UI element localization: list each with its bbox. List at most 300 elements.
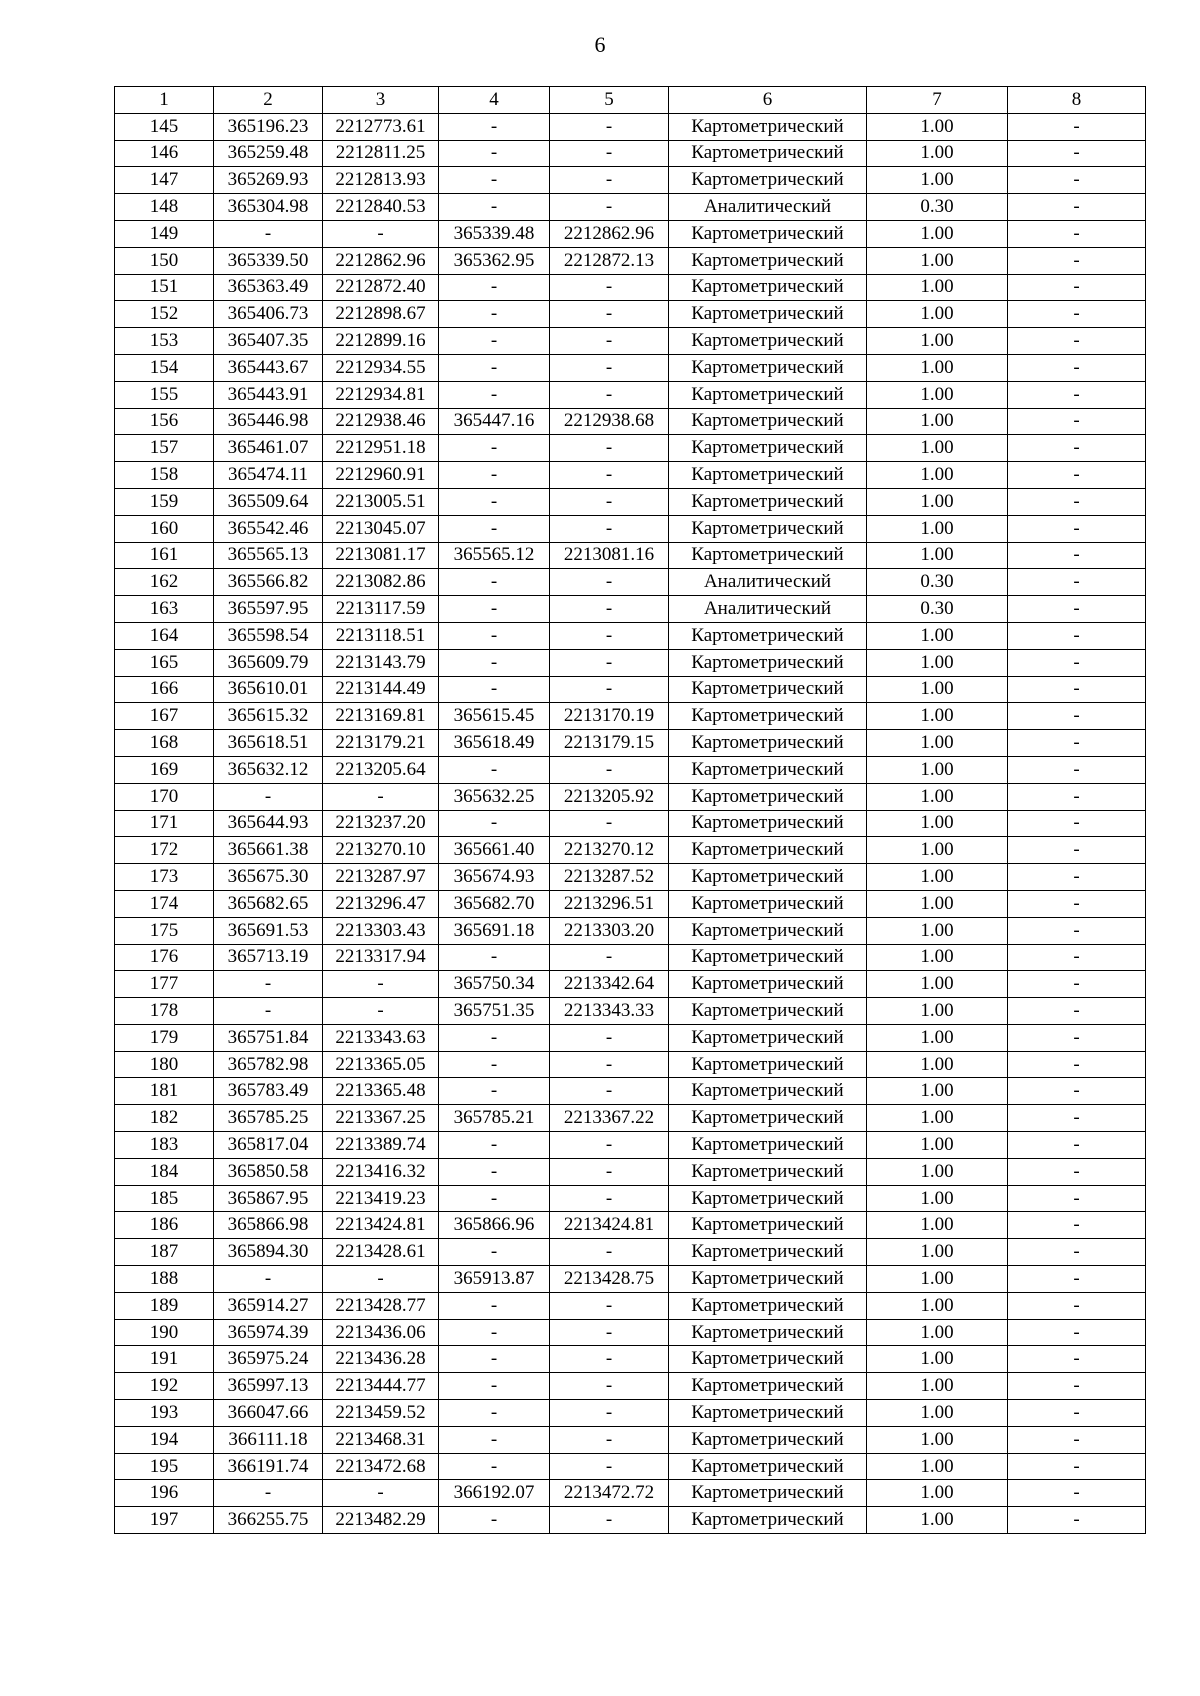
cell-point-number: 196 <box>115 1480 214 1507</box>
cell-method: Картометрический <box>669 649 867 676</box>
cell-method: Картометрический <box>669 1480 867 1507</box>
cell-x-coordinate: 365782.98 <box>214 1051 323 1078</box>
cell-accuracy: 1.00 <box>867 649 1008 676</box>
cell-method: Картометрический <box>669 1453 867 1480</box>
cell-note: - <box>1008 1212 1146 1239</box>
cell-method: Картометрический <box>669 1212 867 1239</box>
cell-method: Картометрический <box>669 381 867 408</box>
cell-y-coordinate-new: - <box>550 1292 669 1319</box>
cell-y-coordinate: 2213169.81 <box>323 703 439 730</box>
column-header: 8 <box>1008 87 1146 114</box>
cell-note: - <box>1008 381 1146 408</box>
cell-point-number: 156 <box>115 408 214 435</box>
cell-method: Картометрический <box>669 1239 867 1266</box>
cell-accuracy: 1.00 <box>867 408 1008 435</box>
cell-y-coordinate: 2212862.96 <box>323 247 439 274</box>
cell-accuracy: 1.00 <box>867 810 1008 837</box>
cell-point-number: 162 <box>115 569 214 596</box>
cell-method: Картометрический <box>669 944 867 971</box>
cell-x-coordinate-new: - <box>439 622 550 649</box>
cell-y-coordinate: 2212872.40 <box>323 274 439 301</box>
cell-method: Аналитический <box>669 194 867 221</box>
cell-x-coordinate-new: - <box>439 194 550 221</box>
cell-y-coordinate-new: - <box>550 649 669 676</box>
cell-note: - <box>1008 1266 1146 1293</box>
cell-point-number: 166 <box>115 676 214 703</box>
table-row <box>115 301 1146 328</box>
cell-accuracy: 1.00 <box>867 1346 1008 1373</box>
cell-y-coordinate-new: - <box>550 569 669 596</box>
table-row <box>115 515 1146 542</box>
cell-x-coordinate-new: 365362.95 <box>439 247 550 274</box>
table-row <box>115 408 1146 435</box>
cell-accuracy: 1.00 <box>867 328 1008 355</box>
cell-note: - <box>1008 542 1146 569</box>
column-header: 5 <box>550 87 669 114</box>
cell-method: Картометрический <box>669 435 867 462</box>
cell-y-coordinate: 2213237.20 <box>323 810 439 837</box>
cell-x-coordinate-new: 365682.70 <box>439 890 550 917</box>
cell-x-coordinate-new: - <box>439 1400 550 1427</box>
cell-x-coordinate-new: - <box>439 1158 550 1185</box>
cell-note: - <box>1008 1239 1146 1266</box>
cell-x-coordinate: 365974.39 <box>214 1319 323 1346</box>
cell-y-coordinate-new: - <box>550 435 669 462</box>
cell-y-coordinate: 2213389.74 <box>323 1132 439 1159</box>
column-header: 2 <box>214 87 323 114</box>
cell-x-coordinate-new: - <box>439 1132 550 1159</box>
cell-x-coordinate: 365866.98 <box>214 1212 323 1239</box>
cell-method: Картометрический <box>669 917 867 944</box>
cell-x-coordinate-new: - <box>439 1426 550 1453</box>
cell-x-coordinate: 366255.75 <box>214 1507 323 1534</box>
cell-accuracy: 1.00 <box>867 998 1008 1025</box>
cell-y-coordinate-new: - <box>550 1319 669 1346</box>
table-row <box>115 1400 1146 1427</box>
cell-note: - <box>1008 1024 1146 1051</box>
table-row <box>115 488 1146 515</box>
cell-y-coordinate-new: 2213287.52 <box>550 864 669 891</box>
cell-x-coordinate: - <box>214 998 323 1025</box>
cell-y-coordinate-new: - <box>550 1078 669 1105</box>
cell-accuracy: 1.00 <box>867 515 1008 542</box>
cell-y-coordinate: - <box>323 220 439 247</box>
cell-y-coordinate: 2213118.51 <box>323 622 439 649</box>
table-row <box>115 1319 1146 1346</box>
cell-accuracy: 1.00 <box>867 1453 1008 1480</box>
cell-x-coordinate-new: 365674.93 <box>439 864 550 891</box>
cell-method: Картометрический <box>669 515 867 542</box>
table-row <box>115 1507 1146 1534</box>
cell-note: - <box>1008 140 1146 167</box>
cell-y-coordinate-new: 2213081.16 <box>550 542 669 569</box>
table-row <box>115 274 1146 301</box>
cell-accuracy: 1.00 <box>867 113 1008 140</box>
cell-point-number: 157 <box>115 435 214 462</box>
table-row <box>115 328 1146 355</box>
cell-x-coordinate-new: - <box>439 756 550 783</box>
cell-x-coordinate-new: 365565.12 <box>439 542 550 569</box>
cell-note: - <box>1008 1078 1146 1105</box>
cell-y-coordinate-new: - <box>550 622 669 649</box>
cell-point-number: 171 <box>115 810 214 837</box>
cell-point-number: 185 <box>115 1185 214 1212</box>
cell-note: - <box>1008 622 1146 649</box>
cell-method: Картометрический <box>669 837 867 864</box>
table-row <box>115 971 1146 998</box>
cell-point-number: 154 <box>115 354 214 381</box>
cell-method: Картометрический <box>669 1373 867 1400</box>
cell-x-coordinate-new: 366192.07 <box>439 1480 550 1507</box>
cell-y-coordinate-new: - <box>550 140 669 167</box>
cell-y-coordinate-new: - <box>550 810 669 837</box>
cell-y-coordinate: - <box>323 998 439 1025</box>
cell-method: Картометрический <box>669 220 867 247</box>
cell-point-number: 147 <box>115 167 214 194</box>
cell-method: Картометрический <box>669 890 867 917</box>
cell-x-coordinate-new: - <box>439 274 550 301</box>
cell-method: Картометрический <box>669 971 867 998</box>
cell-x-coordinate-new: - <box>439 167 550 194</box>
cell-x-coordinate-new: - <box>439 596 550 623</box>
cell-accuracy: 1.00 <box>867 756 1008 783</box>
cell-y-coordinate-new: 2213343.33 <box>550 998 669 1025</box>
cell-x-coordinate: - <box>214 783 323 810</box>
cell-note: - <box>1008 1507 1146 1534</box>
cell-accuracy: 1.00 <box>867 354 1008 381</box>
cell-method: Картометрический <box>669 328 867 355</box>
cell-y-coordinate: 2213270.10 <box>323 837 439 864</box>
cell-y-coordinate: 2213343.63 <box>323 1024 439 1051</box>
cell-method: Картометрический <box>669 864 867 891</box>
table-row <box>115 1292 1146 1319</box>
cell-method: Картометрический <box>669 462 867 489</box>
cell-method: Картометрический <box>669 488 867 515</box>
cell-x-coordinate: 365615.32 <box>214 703 323 730</box>
cell-x-coordinate-new: 365750.34 <box>439 971 550 998</box>
cell-accuracy: 1.00 <box>867 1132 1008 1159</box>
cell-y-coordinate-new: - <box>550 1400 669 1427</box>
table-row <box>115 381 1146 408</box>
cell-note: - <box>1008 1400 1146 1427</box>
cell-note: - <box>1008 890 1146 917</box>
cell-x-coordinate-new: 365785.21 <box>439 1105 550 1132</box>
column-header: 4 <box>439 87 550 114</box>
cell-y-coordinate-new: - <box>550 1373 669 1400</box>
cell-point-number: 163 <box>115 596 214 623</box>
cell-accuracy: 1.00 <box>867 1024 1008 1051</box>
cell-accuracy: 0.30 <box>867 596 1008 623</box>
cell-accuracy: 1.00 <box>867 890 1008 917</box>
cell-y-coordinate: 2213205.64 <box>323 756 439 783</box>
cell-x-coordinate-new: - <box>439 1373 550 1400</box>
cell-accuracy: 1.00 <box>867 1507 1008 1534</box>
cell-y-coordinate: - <box>323 783 439 810</box>
table-row <box>115 113 1146 140</box>
table-row <box>115 1239 1146 1266</box>
cell-accuracy: 1.00 <box>867 301 1008 328</box>
cell-method: Аналитический <box>669 596 867 623</box>
cell-x-coordinate: 365598.54 <box>214 622 323 649</box>
cell-point-number: 186 <box>115 1212 214 1239</box>
cell-x-coordinate: 365565.13 <box>214 542 323 569</box>
cell-point-number: 188 <box>115 1266 214 1293</box>
cell-x-coordinate: 365443.67 <box>214 354 323 381</box>
cell-x-coordinate: - <box>214 1480 323 1507</box>
cell-method: Картометрический <box>669 622 867 649</box>
cell-x-coordinate-new: - <box>439 1292 550 1319</box>
cell-x-coordinate: 366111.18 <box>214 1426 323 1453</box>
cell-point-number: 187 <box>115 1239 214 1266</box>
cell-point-number: 153 <box>115 328 214 355</box>
cell-accuracy: 1.00 <box>867 167 1008 194</box>
cell-point-number: 148 <box>115 194 214 221</box>
table-row <box>115 1185 1146 1212</box>
cell-x-coordinate-new: - <box>439 1185 550 1212</box>
cell-method: Картометрический <box>669 1266 867 1293</box>
cell-method: Картометрический <box>669 1078 867 1105</box>
cell-method: Картометрический <box>669 676 867 703</box>
cell-x-coordinate-new: 365661.40 <box>439 837 550 864</box>
cell-y-coordinate: 2213428.77 <box>323 1292 439 1319</box>
cell-note: - <box>1008 1105 1146 1132</box>
table-row <box>115 649 1146 676</box>
cell-x-coordinate-new: 365339.48 <box>439 220 550 247</box>
cell-y-coordinate: 2213117.59 <box>323 596 439 623</box>
cell-note: - <box>1008 328 1146 355</box>
cell-y-coordinate: 2213428.61 <box>323 1239 439 1266</box>
cell-method: Картометрический <box>669 140 867 167</box>
cell-note: - <box>1008 301 1146 328</box>
cell-point-number: 192 <box>115 1373 214 1400</box>
cell-x-coordinate: 365542.46 <box>214 515 323 542</box>
cell-method: Картометрический <box>669 274 867 301</box>
cell-point-number: 150 <box>115 247 214 274</box>
cell-y-coordinate-new: 2213270.12 <box>550 837 669 864</box>
cell-y-coordinate: 2213082.86 <box>323 569 439 596</box>
cell-y-coordinate-new: 2213428.75 <box>550 1266 669 1293</box>
cell-x-coordinate-new: - <box>439 1051 550 1078</box>
cell-note: - <box>1008 1453 1146 1480</box>
cell-note: - <box>1008 1346 1146 1373</box>
cell-x-coordinate: 365269.93 <box>214 167 323 194</box>
table-row <box>115 917 1146 944</box>
cell-accuracy: 1.00 <box>867 1292 1008 1319</box>
cell-x-coordinate: 365691.53 <box>214 917 323 944</box>
cell-accuracy: 1.00 <box>867 462 1008 489</box>
column-header: 6 <box>669 87 867 114</box>
cell-note: - <box>1008 1373 1146 1400</box>
cell-y-coordinate-new: - <box>550 1507 669 1534</box>
cell-x-coordinate: 365618.51 <box>214 730 323 757</box>
cell-x-coordinate-new: - <box>439 381 550 408</box>
cell-y-coordinate-new: - <box>550 1239 669 1266</box>
cell-note: - <box>1008 247 1146 274</box>
table-row <box>115 220 1146 247</box>
cell-method: Картометрический <box>669 542 867 569</box>
cell-y-coordinate: 2212934.55 <box>323 354 439 381</box>
cell-point-number: 167 <box>115 703 214 730</box>
cell-point-number: 191 <box>115 1346 214 1373</box>
cell-y-coordinate-new: - <box>550 354 669 381</box>
cell-point-number: 175 <box>115 917 214 944</box>
cell-x-coordinate: 365597.95 <box>214 596 323 623</box>
cell-y-coordinate-new: - <box>550 1158 669 1185</box>
cell-accuracy: 1.00 <box>867 1319 1008 1346</box>
cell-point-number: 149 <box>115 220 214 247</box>
table-row <box>115 1158 1146 1185</box>
cell-point-number: 190 <box>115 1319 214 1346</box>
cell-x-coordinate: 365644.93 <box>214 810 323 837</box>
cell-accuracy: 1.00 <box>867 676 1008 703</box>
cell-y-coordinate: 2213143.79 <box>323 649 439 676</box>
cell-note: - <box>1008 971 1146 998</box>
cell-y-coordinate: 2213081.17 <box>323 542 439 569</box>
cell-point-number: 183 <box>115 1132 214 1159</box>
cell-y-coordinate: 2213296.47 <box>323 890 439 917</box>
cell-y-coordinate: 2212951.18 <box>323 435 439 462</box>
header-row <box>115 87 1146 114</box>
cell-accuracy: 1.00 <box>867 381 1008 408</box>
table-row <box>115 569 1146 596</box>
cell-x-coordinate: 365914.27 <box>214 1292 323 1319</box>
cell-x-coordinate: 365850.58 <box>214 1158 323 1185</box>
cell-note: - <box>1008 703 1146 730</box>
column-header: 3 <box>323 87 439 114</box>
cell-method: Картометрический <box>669 1132 867 1159</box>
table-row <box>115 890 1146 917</box>
cell-note: - <box>1008 917 1146 944</box>
table-row <box>115 703 1146 730</box>
cell-x-coordinate: 365363.49 <box>214 274 323 301</box>
cell-y-coordinate: 2212960.91 <box>323 462 439 489</box>
cell-point-number: 177 <box>115 971 214 998</box>
cell-x-coordinate: 365446.98 <box>214 408 323 435</box>
cell-method: Картометрический <box>669 703 867 730</box>
cell-method: Картометрический <box>669 1346 867 1373</box>
cell-y-coordinate: 2213367.25 <box>323 1105 439 1132</box>
cell-y-coordinate-new: 2213179.15 <box>550 730 669 757</box>
cell-y-coordinate: 2213419.23 <box>323 1185 439 1212</box>
cell-accuracy: 1.00 <box>867 220 1008 247</box>
cell-note: - <box>1008 462 1146 489</box>
cell-method: Картометрический <box>669 354 867 381</box>
cell-x-coordinate: 365783.49 <box>214 1078 323 1105</box>
cell-note: - <box>1008 1185 1146 1212</box>
table-row <box>115 354 1146 381</box>
cell-x-coordinate: 365609.79 <box>214 649 323 676</box>
cell-x-coordinate-new: - <box>439 113 550 140</box>
cell-note: - <box>1008 1480 1146 1507</box>
cell-point-number: 146 <box>115 140 214 167</box>
table-row <box>115 1373 1146 1400</box>
cell-note: - <box>1008 194 1146 221</box>
table-row <box>115 1480 1146 1507</box>
cell-accuracy: 1.00 <box>867 864 1008 891</box>
cell-y-coordinate: 2212811.25 <box>323 140 439 167</box>
cell-y-coordinate: 2213459.52 <box>323 1400 439 1427</box>
cell-y-coordinate-new: - <box>550 1132 669 1159</box>
cell-x-coordinate: 365304.98 <box>214 194 323 221</box>
cell-x-coordinate-new: - <box>439 944 550 971</box>
cell-x-coordinate-new: 365913.87 <box>439 1266 550 1293</box>
cell-point-number: 178 <box>115 998 214 1025</box>
cell-accuracy: 1.00 <box>867 944 1008 971</box>
cell-y-coordinate-new: - <box>550 381 669 408</box>
cell-x-coordinate-new: - <box>439 1346 550 1373</box>
cell-accuracy: 1.00 <box>867 274 1008 301</box>
cell-accuracy: 1.00 <box>867 837 1008 864</box>
cell-note: - <box>1008 998 1146 1025</box>
cell-x-coordinate-new: 365632.25 <box>439 783 550 810</box>
cell-x-coordinate-new: - <box>439 462 550 489</box>
table-row <box>115 1132 1146 1159</box>
cell-y-coordinate-new: - <box>550 1453 669 1480</box>
table-row <box>115 596 1146 623</box>
cell-note: - <box>1008 354 1146 381</box>
cell-x-coordinate-new: - <box>439 676 550 703</box>
table-row <box>115 810 1146 837</box>
cell-accuracy: 0.30 <box>867 194 1008 221</box>
cell-x-coordinate-new: 365618.49 <box>439 730 550 757</box>
cell-y-coordinate: 2212773.61 <box>323 113 439 140</box>
cell-accuracy: 1.00 <box>867 1212 1008 1239</box>
cell-point-number: 161 <box>115 542 214 569</box>
cell-x-coordinate: - <box>214 220 323 247</box>
table-row <box>115 1426 1146 1453</box>
cell-y-coordinate-new: 2212872.13 <box>550 247 669 274</box>
cell-method: Аналитический <box>669 569 867 596</box>
cell-y-coordinate-new: 2213342.64 <box>550 971 669 998</box>
cell-note: - <box>1008 220 1146 247</box>
table-row <box>115 1024 1146 1051</box>
cell-point-number: 151 <box>115 274 214 301</box>
cell-x-coordinate: - <box>214 1266 323 1293</box>
cell-point-number: 169 <box>115 756 214 783</box>
cell-y-coordinate-new: - <box>550 328 669 355</box>
cell-note: - <box>1008 1051 1146 1078</box>
table-row <box>115 1453 1146 1480</box>
cell-y-coordinate-new: - <box>550 676 669 703</box>
cell-note: - <box>1008 1158 1146 1185</box>
cell-y-coordinate-new: 2213170.19 <box>550 703 669 730</box>
cell-point-number: 168 <box>115 730 214 757</box>
cell-x-coordinate: 365997.13 <box>214 1373 323 1400</box>
cell-note: - <box>1008 113 1146 140</box>
cell-point-number: 170 <box>115 783 214 810</box>
cell-method: Картометрический <box>669 1051 867 1078</box>
cell-accuracy: 1.00 <box>867 1426 1008 1453</box>
cell-point-number: 159 <box>115 488 214 515</box>
cell-x-coordinate-new: 365866.96 <box>439 1212 550 1239</box>
cell-y-coordinate-new: 2213424.81 <box>550 1212 669 1239</box>
cell-method: Картометрический <box>669 301 867 328</box>
cell-y-coordinate-new: 2213296.51 <box>550 890 669 917</box>
cell-y-coordinate-new: - <box>550 756 669 783</box>
cell-y-coordinate: 2213303.43 <box>323 917 439 944</box>
cell-y-coordinate: 2212938.46 <box>323 408 439 435</box>
cell-y-coordinate: 2213365.05 <box>323 1051 439 1078</box>
cell-x-coordinate-new: 365691.18 <box>439 917 550 944</box>
cell-y-coordinate: 2213287.97 <box>323 864 439 891</box>
cell-x-coordinate: 365713.19 <box>214 944 323 971</box>
cell-x-coordinate: 365661.38 <box>214 837 323 864</box>
cell-note: - <box>1008 569 1146 596</box>
cell-y-coordinate-new: 2212862.96 <box>550 220 669 247</box>
cell-y-coordinate-new: 2213472.72 <box>550 1480 669 1507</box>
cell-x-coordinate-new: - <box>439 1453 550 1480</box>
cell-x-coordinate-new: 365751.35 <box>439 998 550 1025</box>
